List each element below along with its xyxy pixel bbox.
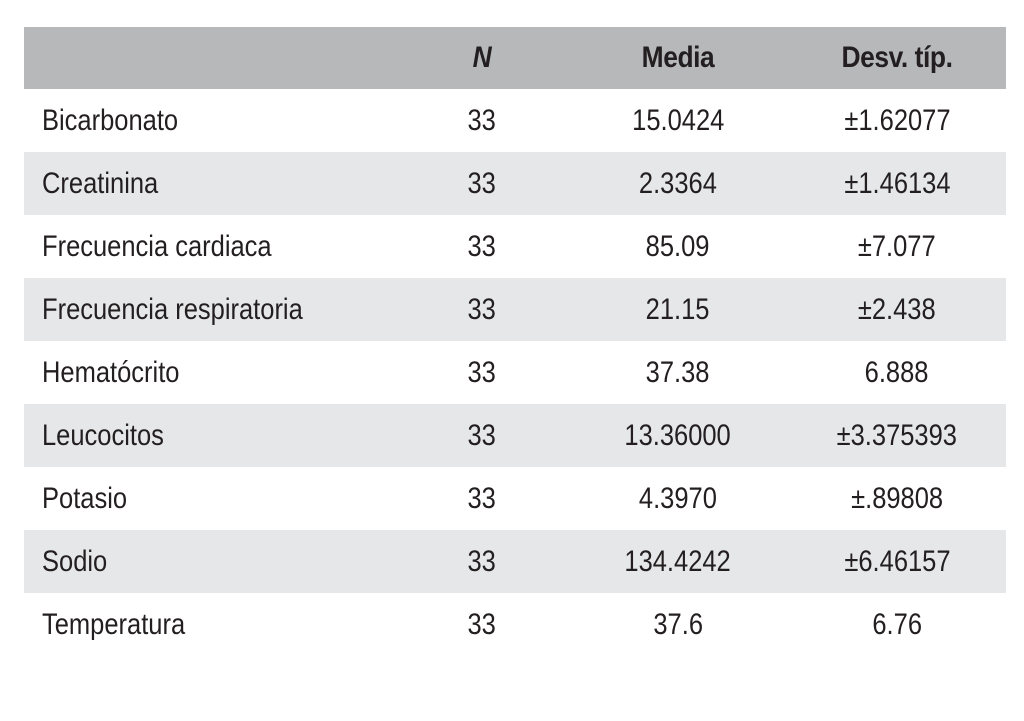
n-value: 33: [467, 544, 497, 578]
n-cell: [396, 278, 568, 341]
variable-name: Frecuencia respiratoria: [42, 292, 303, 326]
variable-cell: [24, 215, 396, 278]
table-row: [24, 278, 1006, 341]
table-row: [24, 467, 1006, 530]
variable-cell: [24, 341, 396, 404]
header-row: [24, 27, 1006, 89]
variable-name: Potasio: [42, 481, 128, 515]
table-row: [24, 152, 1006, 215]
n-value: 33: [467, 355, 497, 389]
sd-cell: [788, 530, 1006, 593]
mean-cell: [568, 530, 788, 593]
n-value: 33: [467, 166, 497, 200]
variable-cell: [24, 89, 396, 152]
header-mean: Media: [641, 41, 715, 74]
variable-name: Creatinina: [42, 166, 159, 200]
sd-value: ±1.62077: [843, 103, 951, 137]
n-cell: [396, 530, 568, 593]
sd-cell: [788, 467, 1006, 530]
n-value: 33: [467, 607, 497, 641]
n-value: 33: [467, 292, 497, 326]
mean-value: 85.09: [646, 229, 710, 263]
n-value: 33: [467, 103, 497, 137]
sd-value: ±3.375393: [836, 418, 958, 452]
mean-cell: [568, 152, 788, 215]
sd-cell: [788, 89, 1006, 152]
n-value: 33: [467, 481, 497, 515]
sd-cell: [788, 593, 1006, 656]
sd-value: 6.76: [872, 607, 922, 641]
sd-cell: [788, 341, 1006, 404]
n-cell: [396, 404, 568, 467]
table-row: [24, 215, 1006, 278]
n-cell: [396, 89, 568, 152]
variable-cell: [24, 467, 396, 530]
mean-cell: [568, 467, 788, 530]
mean-value: 2.3364: [638, 166, 717, 200]
sd-value: ±2.438: [858, 292, 936, 326]
variable-name: Temperatura: [42, 607, 186, 641]
mean-value: 37.6: [653, 607, 703, 641]
sd-value: ±6.46157: [843, 544, 951, 578]
sd-value: ±1.46134: [843, 166, 951, 200]
sd-value: 6.888: [865, 355, 929, 389]
n-value: 33: [467, 229, 497, 263]
mean-cell: [568, 278, 788, 341]
sd-value: ±7.077: [858, 229, 936, 263]
variable-cell: [24, 278, 396, 341]
table-row: [24, 404, 1006, 467]
mean-cell: [568, 215, 788, 278]
sd-cell: [788, 152, 1006, 215]
mean-cell: [568, 341, 788, 404]
table-header: [24, 27, 1006, 89]
sd-cell: [788, 404, 1006, 467]
table-body: [24, 89, 1006, 656]
n-cell: [396, 152, 568, 215]
header-variable: [46, 27, 373, 89]
variable-cell: [24, 152, 396, 215]
table-row: [24, 89, 1006, 152]
header-sd: Desv. típ.: [841, 41, 953, 74]
mean-cell: [568, 404, 788, 467]
table-row: [24, 341, 1006, 404]
variable-cell: [24, 404, 396, 467]
mean-cell: [568, 593, 788, 656]
mean-value: 4.3970: [638, 481, 717, 515]
mean-cell: [568, 89, 788, 152]
variable-name: Sodio: [42, 544, 108, 578]
sd-cell: [788, 215, 1006, 278]
n-cell: [396, 215, 568, 278]
variable-name: Hematócrito: [42, 355, 180, 389]
statistics-table: [24, 27, 1006, 656]
variable-cell: [24, 530, 396, 593]
mean-value: 21.15: [646, 292, 710, 326]
mean-value: 134.4242: [624, 544, 732, 578]
n-cell: [396, 467, 568, 530]
header-n: N: [472, 41, 492, 74]
n-cell: [396, 341, 568, 404]
variable-name: Bicarbonato: [42, 103, 179, 137]
variable-name: Frecuencia cardiaca: [42, 229, 272, 263]
table-row: [24, 593, 1006, 656]
n-value: 33: [467, 418, 497, 452]
sd-cell: [788, 278, 1006, 341]
sd-value: ±.89808: [850, 481, 943, 515]
mean-value: 37.38: [646, 355, 710, 389]
table-row: [24, 530, 1006, 593]
variable-cell: [24, 593, 396, 656]
variable-name: Leucocitos: [42, 418, 164, 452]
mean-value: 15.0424: [631, 103, 725, 137]
n-cell: [396, 593, 568, 656]
mean-value: 13.36000: [624, 418, 732, 452]
